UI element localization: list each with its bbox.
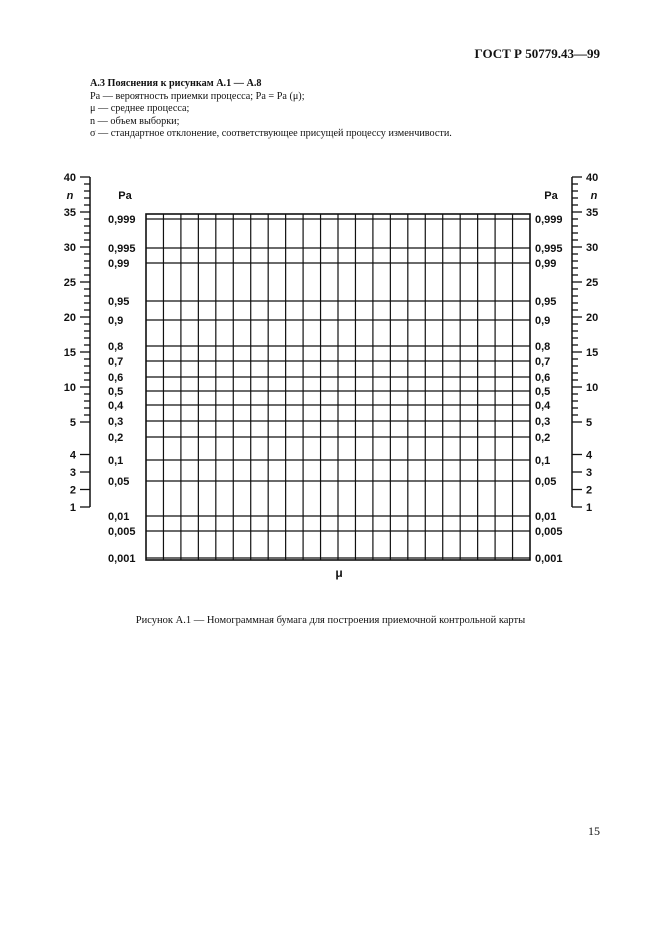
left-n-tick-label: 5	[69, 417, 76, 429]
right-pa-tick-label: 0,9	[535, 315, 551, 327]
left-pa-tick-label: 0,005	[108, 526, 136, 538]
right-pa-tick-label: 0,95	[535, 296, 557, 308]
right-n-scale	[572, 172, 598, 514]
right-pa-tick-label: 0,005	[535, 526, 563, 538]
right-pa-tick-label: 0,6	[535, 372, 551, 384]
right-pa-tick-label: 0,7	[535, 356, 551, 368]
right-n-tick-label: 2	[586, 484, 593, 497]
left-n-axis-title: n	[66, 190, 74, 202]
right-pa-tick-label: 0,05	[535, 476, 557, 488]
left-pa-tick-label: 0,999	[108, 214, 136, 226]
document-code: ГОСТ Р 50779.43—99	[474, 46, 600, 61]
right-pa-tick-label: 0,5	[535, 386, 551, 398]
left-n-tick-label: 20	[63, 312, 76, 324]
note-line-pa: Pa — вероятность приемки процесса; Pa = Pa (μ);	[90, 90, 305, 102]
note-line-mu: μ — среднее процесса;	[90, 103, 190, 115]
left-pa-tick-label: 0,995	[108, 243, 136, 255]
right-pa-tick-label: 0,999	[535, 214, 563, 226]
left-n-tick-label: 25	[63, 277, 76, 289]
left-pa-tick-label: 0,3	[108, 416, 124, 428]
right-n-tick-label: 35	[586, 207, 599, 219]
right-n-tick-label: 25	[586, 277, 599, 289]
left-n-tick-label: 30	[63, 242, 76, 254]
left-n-tick-label: 10	[63, 382, 76, 394]
left-pa-tick-label: 0,05	[108, 476, 130, 488]
note-line-sigma: σ — стандартное отклонение, соответствующее присущей процессу изменчивости.	[90, 128, 452, 140]
right-n-tick-label: 4	[586, 449, 593, 462]
right-pa-axis-title: Pa	[544, 190, 558, 202]
right-pa-tick-label: 0,8	[535, 341, 551, 353]
right-pa-tick-label: 0,4	[535, 400, 551, 412]
left-n-tick-label: 1	[69, 502, 76, 514]
left-pa-tick-label: 0,95	[108, 296, 130, 308]
left-pa-tick-label: 0,8	[108, 341, 124, 353]
right-n-tick-label: 15	[586, 347, 599, 359]
left-pa-tick-label: 0,2	[108, 432, 124, 444]
left-n-tick-label: 3	[69, 467, 76, 479]
left-pa-tick-label: 0,7	[108, 356, 124, 368]
right-n-tick-label: 10	[586, 382, 599, 394]
left-pa-tick-label: 0,5	[108, 386, 124, 398]
right-pa-tick-label: 0,2	[535, 432, 551, 444]
left-n-tick-label: 2	[69, 484, 76, 497]
figure-caption: Рисунок А.1 — Номограммная бумага для построения приемочной контрольной карты	[135, 615, 526, 626]
note-line-n: n — объем выборки;	[90, 115, 180, 127]
mu-axis-label: μ	[335, 566, 343, 580]
nomogram-grid	[146, 214, 530, 560]
right-n-axis-title: n	[590, 190, 598, 202]
left-pa-tick-label: 0,9	[108, 315, 124, 327]
left-pa-tick-label: 0,01	[108, 511, 130, 523]
left-pa-scale	[108, 214, 136, 565]
right-pa-tick-label: 0,995	[535, 243, 563, 255]
right-n-tick-label: 1	[586, 502, 593, 514]
left-n-tick-label: 35	[63, 207, 76, 219]
right-n-tick-label: 40	[586, 172, 599, 184]
right-pa-tick-label: 0,01	[535, 511, 557, 523]
right-pa-tick-label: 0,3	[535, 416, 551, 428]
right-pa-tick-label: 0,99	[535, 258, 557, 270]
page-number: 15	[588, 824, 600, 838]
right-pa-scale	[535, 214, 563, 565]
left-n-tick-label: 40	[63, 172, 76, 184]
left-pa-tick-label: 0,4	[108, 400, 124, 412]
right-pa-tick-label: 0,001	[535, 553, 563, 565]
right-pa-tick-label: 0,1	[535, 455, 551, 467]
left-pa-tick-label: 0,1	[108, 455, 124, 467]
left-pa-tick-label: 0,001	[108, 553, 136, 565]
left-n-scale	[64, 172, 90, 514]
right-n-tick-label: 3	[586, 467, 593, 479]
right-n-tick-label: 5	[586, 417, 593, 429]
left-n-tick-label: 4	[69, 449, 76, 462]
left-pa-tick-label: 0,6	[108, 372, 124, 384]
left-pa-tick-label: 0,99	[108, 258, 130, 270]
notes-heading: А.3 Пояснения к рисункам А.1 — А.8	[90, 78, 262, 89]
right-n-tick-label: 30	[586, 242, 599, 254]
left-pa-axis-title: Pa	[118, 190, 132, 202]
left-n-tick-label: 15	[63, 347, 76, 359]
right-n-tick-label: 20	[586, 312, 599, 324]
